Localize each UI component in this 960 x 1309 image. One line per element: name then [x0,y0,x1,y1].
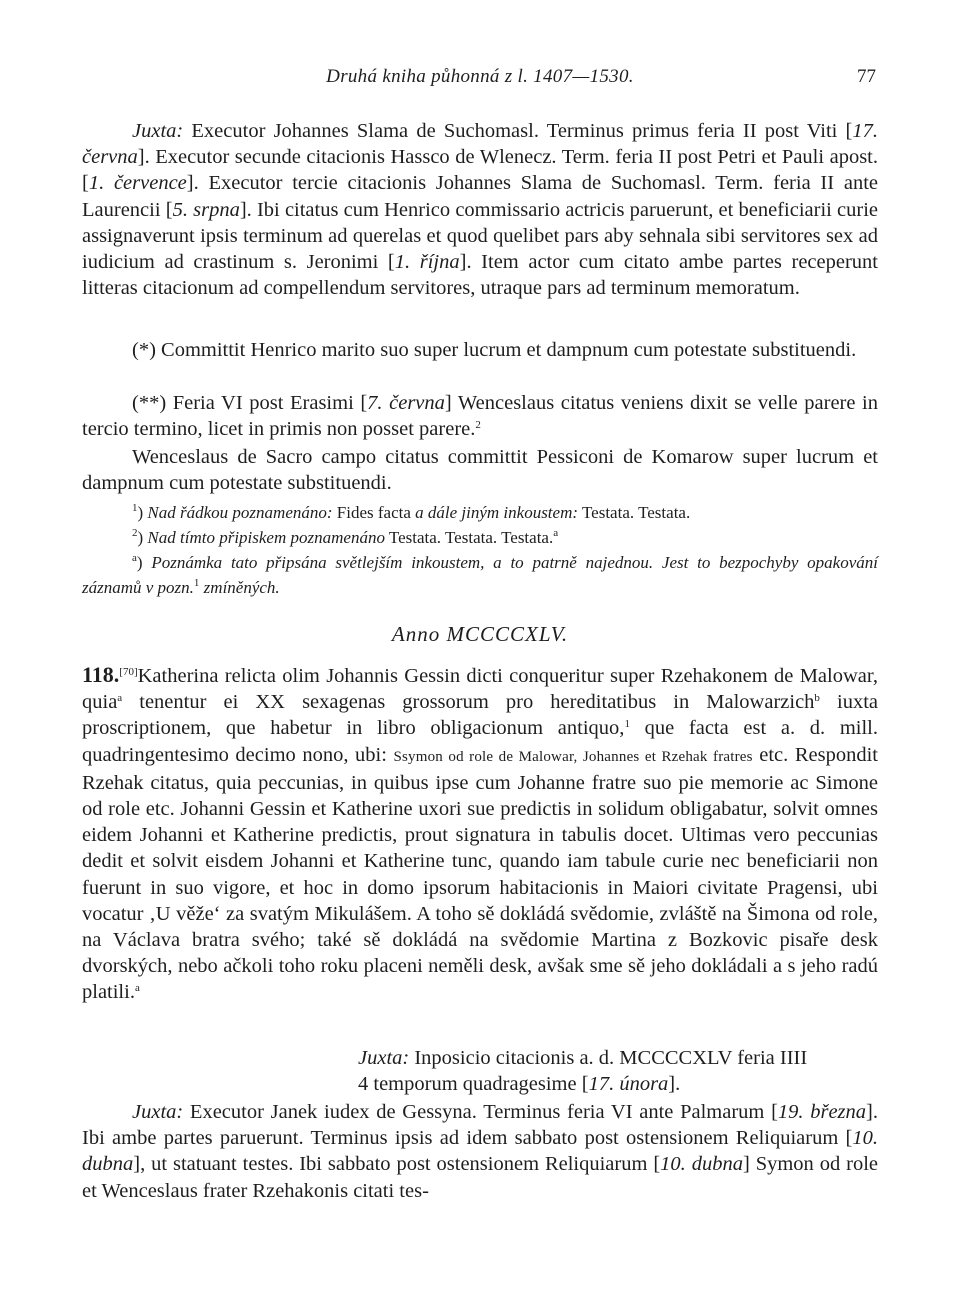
juxta-label: Juxta: [358,1047,410,1069]
juxta-inposicio [358,1045,878,1097]
text-run: ] Wenceslaus citatus veniens dixit se velle parere in tercio termino, licet in primis non posset parere. [82,392,878,441]
date-note: 7. června [367,392,445,414]
paragraph-wenceslaus: Wenceslaus de Sacro campo citatus committit Pessiconi de Komarow super lucrum et dampnum cum potestate substituendi. [82,446,878,495]
footnote-mark: a [132,552,137,564]
paragraph-feria [82,390,878,442]
text-run: ] Symon od role et Wenceslaus frater Rzehakonis citati tes- [82,1153,879,1202]
editor-note: a dále jiným inkoustem: [415,503,579,522]
text-run: Fides facta [332,503,416,522]
page-header [82,66,878,92]
paragraph-committit: (*) Committit Henrico marito suo super lucrum et dampnum cum potestate substituendi. [132,339,857,361]
paragraph-juxta-1 [82,118,878,301]
running-title: Druhá kniha půhonná z l. 1407—1530. [326,66,634,87]
text-run: etc. Respondit Rzehak citatus, quia peccunias, in quibus ipse cum Johanne fratre suo pie memorie ac Simone od role etc. Johanni Gessin et Katherine uxori sue predictis in solidum obligabatur, solvit omnes eidem Johanni et Katherine predictis, prout signatura in tabulis docet. Ultimas vero peccunias dedit et solvit eisdem Johanni et Katherine tunc, quando iam tabule curie nec beneficiarii non fuerunt in suo vigore, et hoc in domo ipsorum habitacionis in Maiori civitate Pragensi, ubi vocatur ‚U věže‘ za svatým Mikulášem. A toho sě dokládá svědomie, zvláště na Šimona od role, na Václava bratra svého; také sě dokládá na svědomie Martina z Bozkovic pisaře desk dvorských, nebo ačkoli toho roku placeni neměli desk, avšak sme sě jeho dokládali a s jeho radú platili. [82,743,878,1004]
date-note: 17. června [82,120,878,169]
text-run: Inposicio citacionis a. d. MCCCCXLV feria IIII [409,1047,808,1069]
text-run: ], ut statuant testes. Ibi sabbato post ostensionem Reliquiarum [ [133,1153,661,1176]
juxta-label: Juxta: [132,1101,184,1123]
footnote-2: $^2$) Nad tímto připiskem poznamenáno Testata. Testata. Testata.$^a$ [132,527,559,547]
editor-note: zmíněných. [199,578,280,597]
text-run: 4 temporum quadragesime [ [358,1073,589,1096]
footnote-ref: 1 [193,577,200,589]
date-note: 10. dubna [660,1153,743,1176]
footnote-ref: a [117,692,123,705]
date-note: 19. března [777,1101,867,1123]
juxta-line-1 [358,1045,878,1071]
footnote-mark: 2 [132,527,138,539]
text-run: Executor Janek iudex de Gessyna. Terminus feria VI ante Palmarum [ [183,1101,778,1123]
editor-note: Nad tímto připiskem poznamenáno [147,528,385,547]
text-run: Testata. Testata. [578,503,691,522]
juxta-line-2 [358,1071,878,1097]
text-run: Katherina relicta olim Johannis Gessin dicti conqueritur super Rzehakonem de Malowar, quia [82,665,878,714]
text-run: ]. Executor tercie citacionis Johannes Slama de Suchomasl. Term. feria II ante Laurencii [ [82,172,878,221]
page-number: 77 [857,66,876,87]
text-run: iuxta proscriptionem, que habetur in libro obligacionum antiquo, [82,691,878,740]
text-run: Testata. Testata. Testata. [384,528,554,547]
text-run: ]. Ibi citatus cum Henrico commissario actricis paruerunt, et beneficiarii curie assignaverunt ipsis terminum ad querelas et quod quelibet pars aby sehnala sibi servitores sex ad iudicium ad crastinum s. Jeronimi [ [82,198,878,274]
date-note: 5. srpna [172,198,240,221]
text-run: tenentur ei XX sexagenas grossorum pro hereditatibus in Malowarzich [122,691,815,714]
footnotes [82,500,878,600]
footnote-mark: 1 [132,502,138,514]
text-run: que facta est a. d. mill. quadringentesimo decimo nono, ubi: [82,717,878,766]
quoted-record: Ssymon od role de Malowar, Johannes et Rzehak fratres [393,748,753,765]
editor-note: Poznámka tato připsána světlejším inkoustem, a to patrně najednou. Jest to bezpochyby opakování záznamů v pozn. [82,553,878,597]
footnote-ref: 2 [475,419,481,432]
text-run: ]. [668,1073,681,1096]
entry-118 [82,662,878,1006]
date-note: 17. února [588,1073,669,1096]
juxta-label: Juxta: [132,120,184,142]
date-note: 1. července [88,172,187,195]
footnote-1: $^1$) Nad řádkou poznamenáno: Fides facta a dále jiným inkoustem: Testata. Testata. [132,502,691,522]
folio-mark: [70] [119,666,138,678]
text-run: ]. Executor secunde citacionis Hassco de Wlenecz. Term. feria II post Petri et Pauli apost. [ [82,146,878,195]
text-run: ]. Ibi ambe partes paruerunt. Terminus ipsis ad idem sabbato post ostensionem Reliquiarum [ [82,1101,878,1150]
footnote-ref: a [553,527,559,539]
text-run: ]. Item actor cum citato ambe partes receperunt litteras citacionum ad compellendum servitores, utraque pars ad terminum memoratum. [82,251,879,300]
date-note: 1. října [394,251,460,274]
year-heading: Anno MCCCCXLV. [391,622,569,646]
date-note: 10. dubna [82,1127,878,1176]
text-run: (**) Feria VI post Erasimi [ [132,392,368,414]
paragraph-juxta-last [82,1099,878,1204]
footnote-a: $^a$) Poznámka tato připsána světlejším inkoustem, a to patrně najednou. Jest to bezpochyby opakování záznamů v pozn.$^1$ zmíněných. [82,552,878,597]
footnote-ref: b [814,692,820,705]
editor-note: Nad řádkou poznamenáno: [147,503,333,522]
text-run: Executor Johannes Slama de Suchomasl. Terminus primus feria II post Viti [ [183,120,853,142]
footnote-ref: 1 [624,718,630,731]
footnote-ref: a [134,982,140,995]
entry-number: 118. [82,662,120,687]
